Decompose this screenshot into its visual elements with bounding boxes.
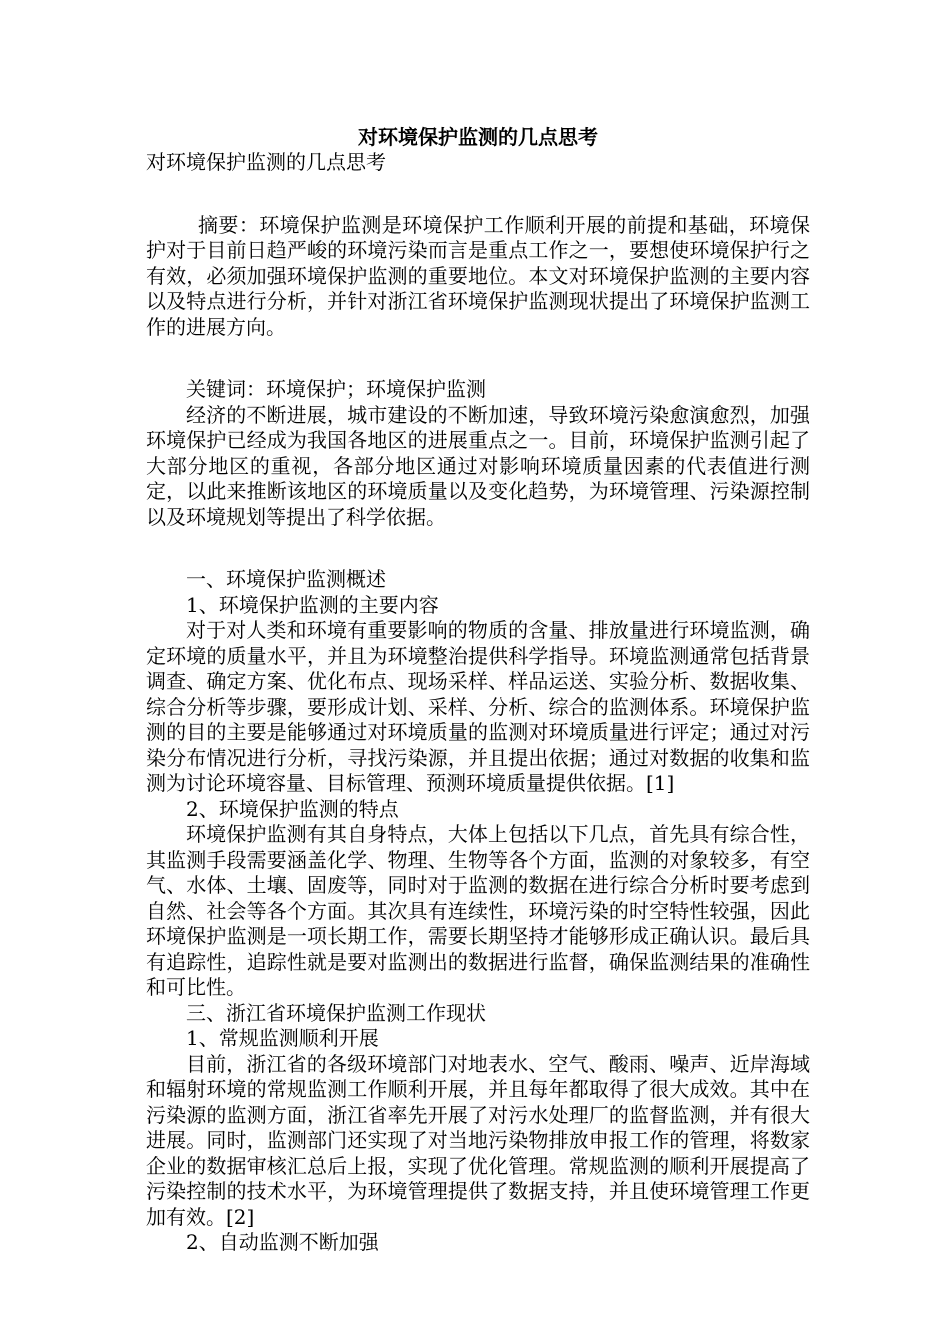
subsection-heading: 1、常规监测顺利开展 <box>186 1026 379 1050</box>
spacer <box>146 176 810 213</box>
body-paragraph: 目前，浙江省的各级环境部门对地表水、空气、酸雨、噪声、近岸海域和辐射环境的常规监测工作顺利开展，并且每年都取得了很大成效。其中在污染源的监测方面，浙江省率先开展了对污水处理厂的监督监测，并有很大进展。同时，监测部门还实现了对当地污染物排放申报工作的管理，将数家企业的数据审核汇总后上报，实现了优化管理。常规监测的顺利开展提高了污染控制的技术水平，为环境管理提供了数据支持，并且使环境管理工作更加有效。[2] <box>146 1051 810 1229</box>
subsection-heading: 2、环境保护监测的特点 <box>186 796 399 821</box>
spacer <box>146 530 810 567</box>
spacer <box>146 340 810 377</box>
section-heading: 一、环境保护监测概述 <box>186 567 386 591</box>
keywords-line: 关键词：环境保护；环境保护监测 <box>186 377 486 401</box>
document-subtitle: 对环境保护监测的几点思考 <box>146 150 386 174</box>
subsection-heading: 1、环境保护监测的主要内容 <box>186 592 439 617</box>
body-paragraph: 对于对人类和环境有重要影响的物质的含量、排放量进行环境监测，确定环境的质量水平，并且为环境整治提供科学指导。环境监测通常包括背景调查、确定方案、优化布点、现场采样、样品运送、实验分析、数据收集、综合分析等步骤，要形成计划、采样、分析、综合的监测体系。环境保护监测的目的主要是能够通过对环境质量的监测对环境质量进行评定；通过对污染分布情况进行分析，寻找污染源，并且提出依据；通过对数据的收集和监测为讨论环境容量、目标管理、预测环境质量提供依据。[1] <box>146 618 810 795</box>
body-paragraph: 环境保护监测有其自身特点，大体上包括以下几点，首先具有综合性，其监测手段需要涵盖化学、物理、生物等各个方面，监测的对象较多，有空气、水体、土壤、固废等，同时对于监测的数据在进行综合分析时要考虑到自然、社会等各个方面。其次具有连续性，环境污染的时空特性较强，因此环境保护监测是一项长期工作，需要长期坚持才能够形成正确认识。最后具有追踪性，追踪性就是要对监测出的数据进行监督，确保监测结果的准确性和可比性。 <box>146 822 810 999</box>
intro-paragraph: 经济的不断进展，城市建设的不断加速，导致环境污染愈演愈烈，加强环境保护已经成为我国各地区的进展重点之一。目前，环境保护监测引起了大部分地区的重视，各部分地区通过对影响环境质量因素的代表值进行测定，以此来推断该地区的环境质量以及变化趋势，为环境管理、污染源控制以及环境规划等提出了科学依据。 <box>146 402 810 529</box>
section-heading: 三、浙江省环境保护监测工作现状 <box>186 1000 486 1025</box>
abstract-paragraph: 摘要：环境保护监测是环境保护工作顺利开展的前提和基础，环境保护对于目前日趋严峻的环境污染而言是重点工作之一，要想使环境保护行之有效，必须加强环境保护监测的重要地位。本文对环境保护监测的主要内容以及特点进行分析，并针对浙江省环境保护监测现状提出了环境保护监测工作的进展方向。 <box>146 212 810 339</box>
document-body <box>146 124 810 1256</box>
document-title: 对环境保护监测的几点思考 <box>358 125 598 149</box>
subsection-heading: 2、自动监测不断加强 <box>186 1230 379 1254</box>
